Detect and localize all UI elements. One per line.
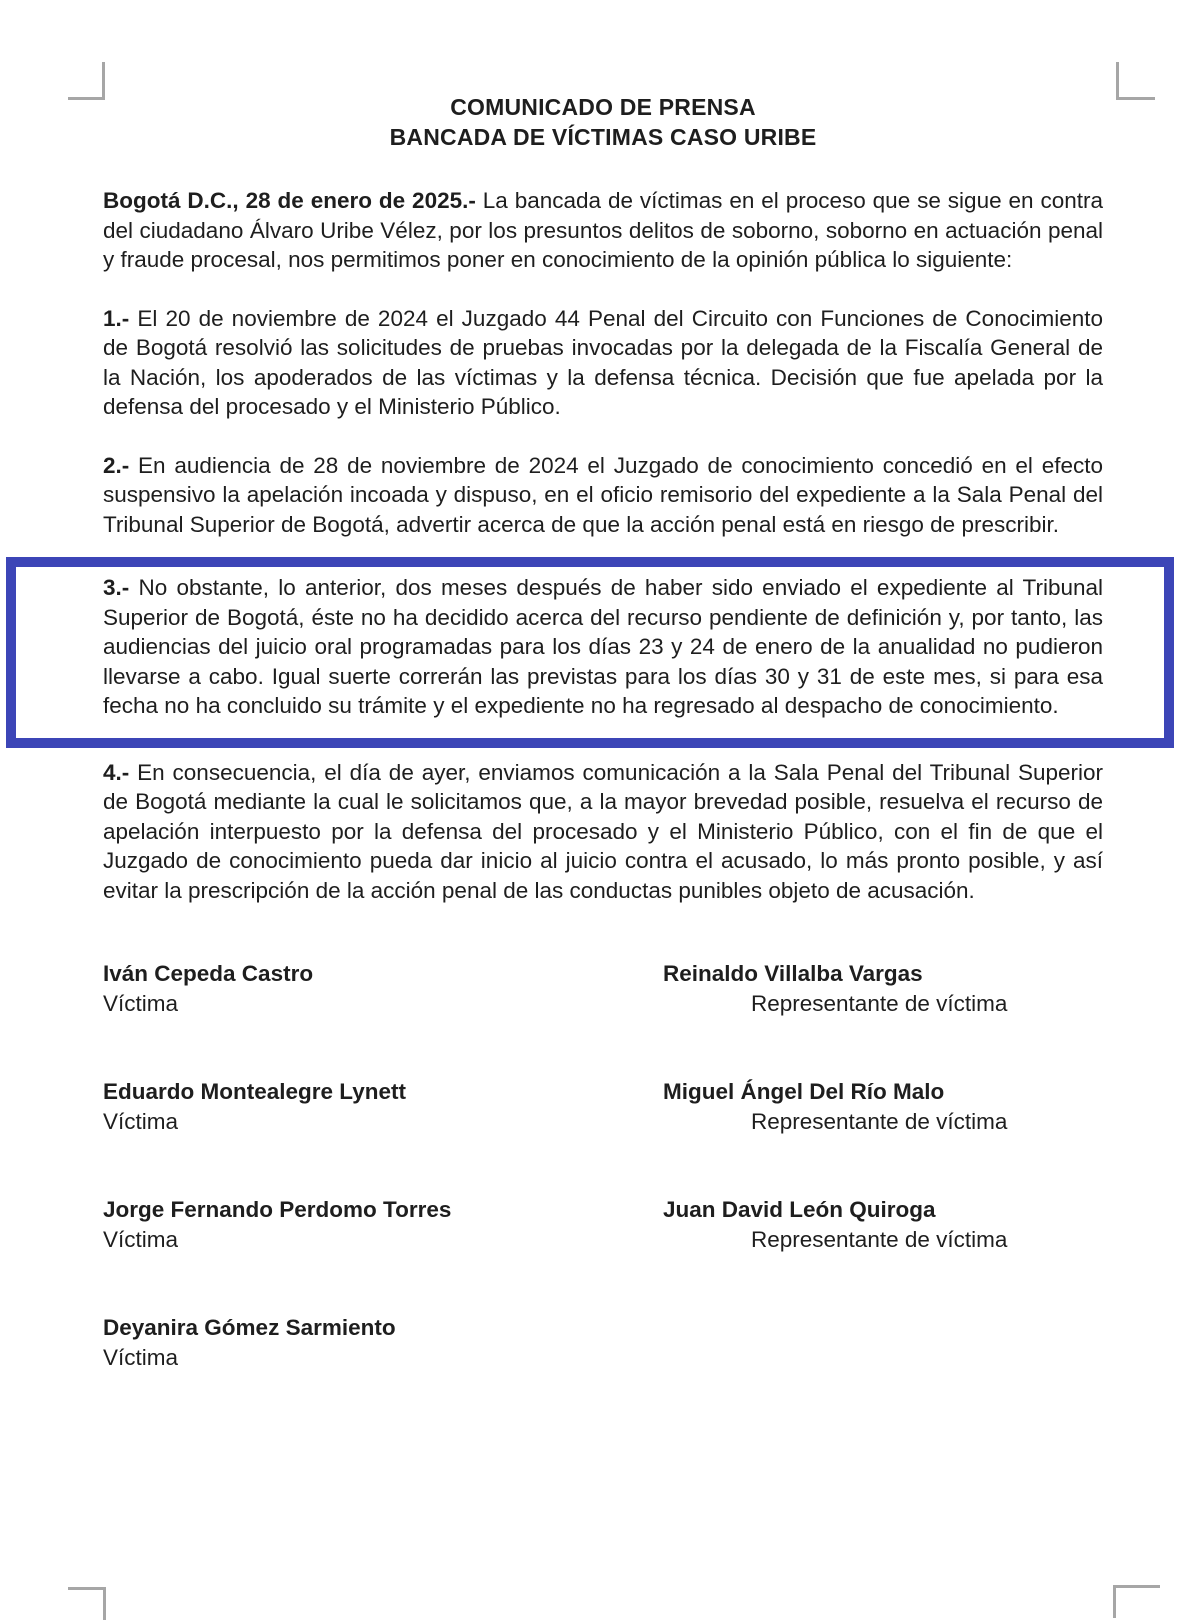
signature-row [103, 959, 1103, 1019]
crop-mark-bottom-right [1113, 1585, 1160, 1618]
signatory-name: Juan David León Quiroga [663, 1197, 936, 1222]
signatory-name: Deyanira Gómez Sarmiento [103, 1315, 396, 1340]
signature-block [103, 959, 1103, 1373]
signatory-role: Representante de víctima [751, 1109, 1008, 1134]
document-title [103, 92, 1103, 152]
signatory-role: Víctima [103, 1345, 179, 1370]
paragraph-item-3 [103, 573, 1103, 721]
signature-row [103, 1313, 1103, 1373]
title-line-1: COMUNICADO DE PRENSA [450, 94, 756, 120]
crop-mark-top-right [1116, 62, 1155, 100]
signatory-role: Representante de víctima [751, 991, 1008, 1016]
signatory-role: Representante de víctima [751, 1227, 1008, 1252]
paragraph-3-number: 3.- [103, 575, 130, 600]
signatory-name: Iván Cepeda Castro [103, 961, 314, 986]
paragraph-intro-text: La bancada de víctimas en el proceso que se sigue en contra del ciudadano Álvaro Uribe Vélez, por los presuntos delitos de soborno, soborno en actuación penal y fraude procesal, nos permitimos poner en conocimiento de la opinión pública lo siguiente: [103, 188, 1103, 272]
paragraph-item-4 [103, 758, 1103, 906]
paragraph-4-text: En consecuencia, el día de ayer, enviamos comunicación a la Sala Penal del Tribunal Superior de Bogotá mediante la cual le solicitamos que, a la mayor brevedad posible, resuelva el recurso de apelación interpuesto por la defensa del procesado y el Ministerio Público, con el fin de que el Juzgado de conocimiento pueda dar inicio al juicio contra el acusado, lo más pronto posible, y así evitar la prescripción de la acción penal de las conductas punibles objeto de acusación. [103, 759, 1103, 903]
signatory-representative [663, 1077, 1103, 1137]
signatory-role: Víctima [103, 991, 179, 1016]
highlight-box [6, 557, 1174, 748]
paragraph-item-1 [103, 304, 1103, 422]
document-content [103, 0, 1103, 1431]
signatory-role: Víctima [103, 1227, 179, 1252]
paragraph-intro-dateline: Bogotá D.C., 28 de enero de 2025.- [103, 188, 476, 213]
signatory-representative [663, 959, 1103, 1019]
crop-mark-top-left [68, 62, 105, 100]
signatory-victim [103, 1077, 663, 1137]
signatory-name: Reinaldo Villalba Vargas [663, 961, 923, 986]
signatory-victim [103, 1313, 663, 1373]
signatory-empty [663, 1313, 1103, 1373]
crop-mark-bottom-left [68, 1587, 106, 1620]
paragraph-2-number: 2.- [103, 452, 130, 478]
paragraph-2-text: En audiencia de 28 de noviembre de 2024 el Juzgado de conocimiento concedió en el efecto suspensivo la apelación incoada y dispuso, en el oficio remisorio del expediente a la Sala Penal del Tribunal Superior de Bogotá, advertir acerca de que la acción penal está en riesgo de prescribir. [103, 452, 1103, 537]
signatory-name: Jorge Fernando Perdomo Torres [103, 1197, 452, 1222]
signatory-name: Miguel Ángel Del Río Malo [663, 1079, 945, 1104]
paragraph-1-number: 1.- [103, 305, 130, 331]
signatory-role: Víctima [103, 1109, 179, 1134]
paragraph-intro [103, 186, 1103, 275]
paragraph-item-2 [103, 451, 1103, 540]
signature-row [103, 1077, 1103, 1137]
paragraph-4-number: 4.- [103, 759, 130, 785]
signature-row [103, 1195, 1103, 1255]
signatory-victim [103, 959, 663, 1019]
paragraph-1-text: El 20 de noviembre de 2024 el Juzgado 44 Penal del Circuito con Funciones de Conocimiento de Bogotá resolvió las solicitudes de pruebas invocadas por la delegada de la Fiscalía General de la Nación, los apoderados de las víctimas y la defensa técnica. Decisión que fue apelada por la defensa del procesado y el Ministerio Público. [103, 305, 1103, 419]
signatory-representative [663, 1195, 1103, 1255]
paragraph-3-text: No obstante, lo anterior, dos meses después de haber sido enviado el expediente al Tribunal Superior de Bogotá, éste no ha decidido acerca del recurso pendiente de definición y, por tanto, las audiencias del juicio oral programadas para los días 23 y 24 de enero de la anualidad no pudieron llevarse a cabo. Igual suerte correrán las previstas para los días 30 y 31 de este mes, si para esa fecha no ha concluido su trámite y el expediente no ha regresado al despacho de conocimiento. [103, 575, 1103, 718]
signatory-victim [103, 1195, 663, 1255]
title-line-2: BANCADA DE VÍCTIMAS CASO URIBE [389, 124, 817, 150]
signatory-name: Eduardo Montealegre Lynett [103, 1079, 406, 1104]
